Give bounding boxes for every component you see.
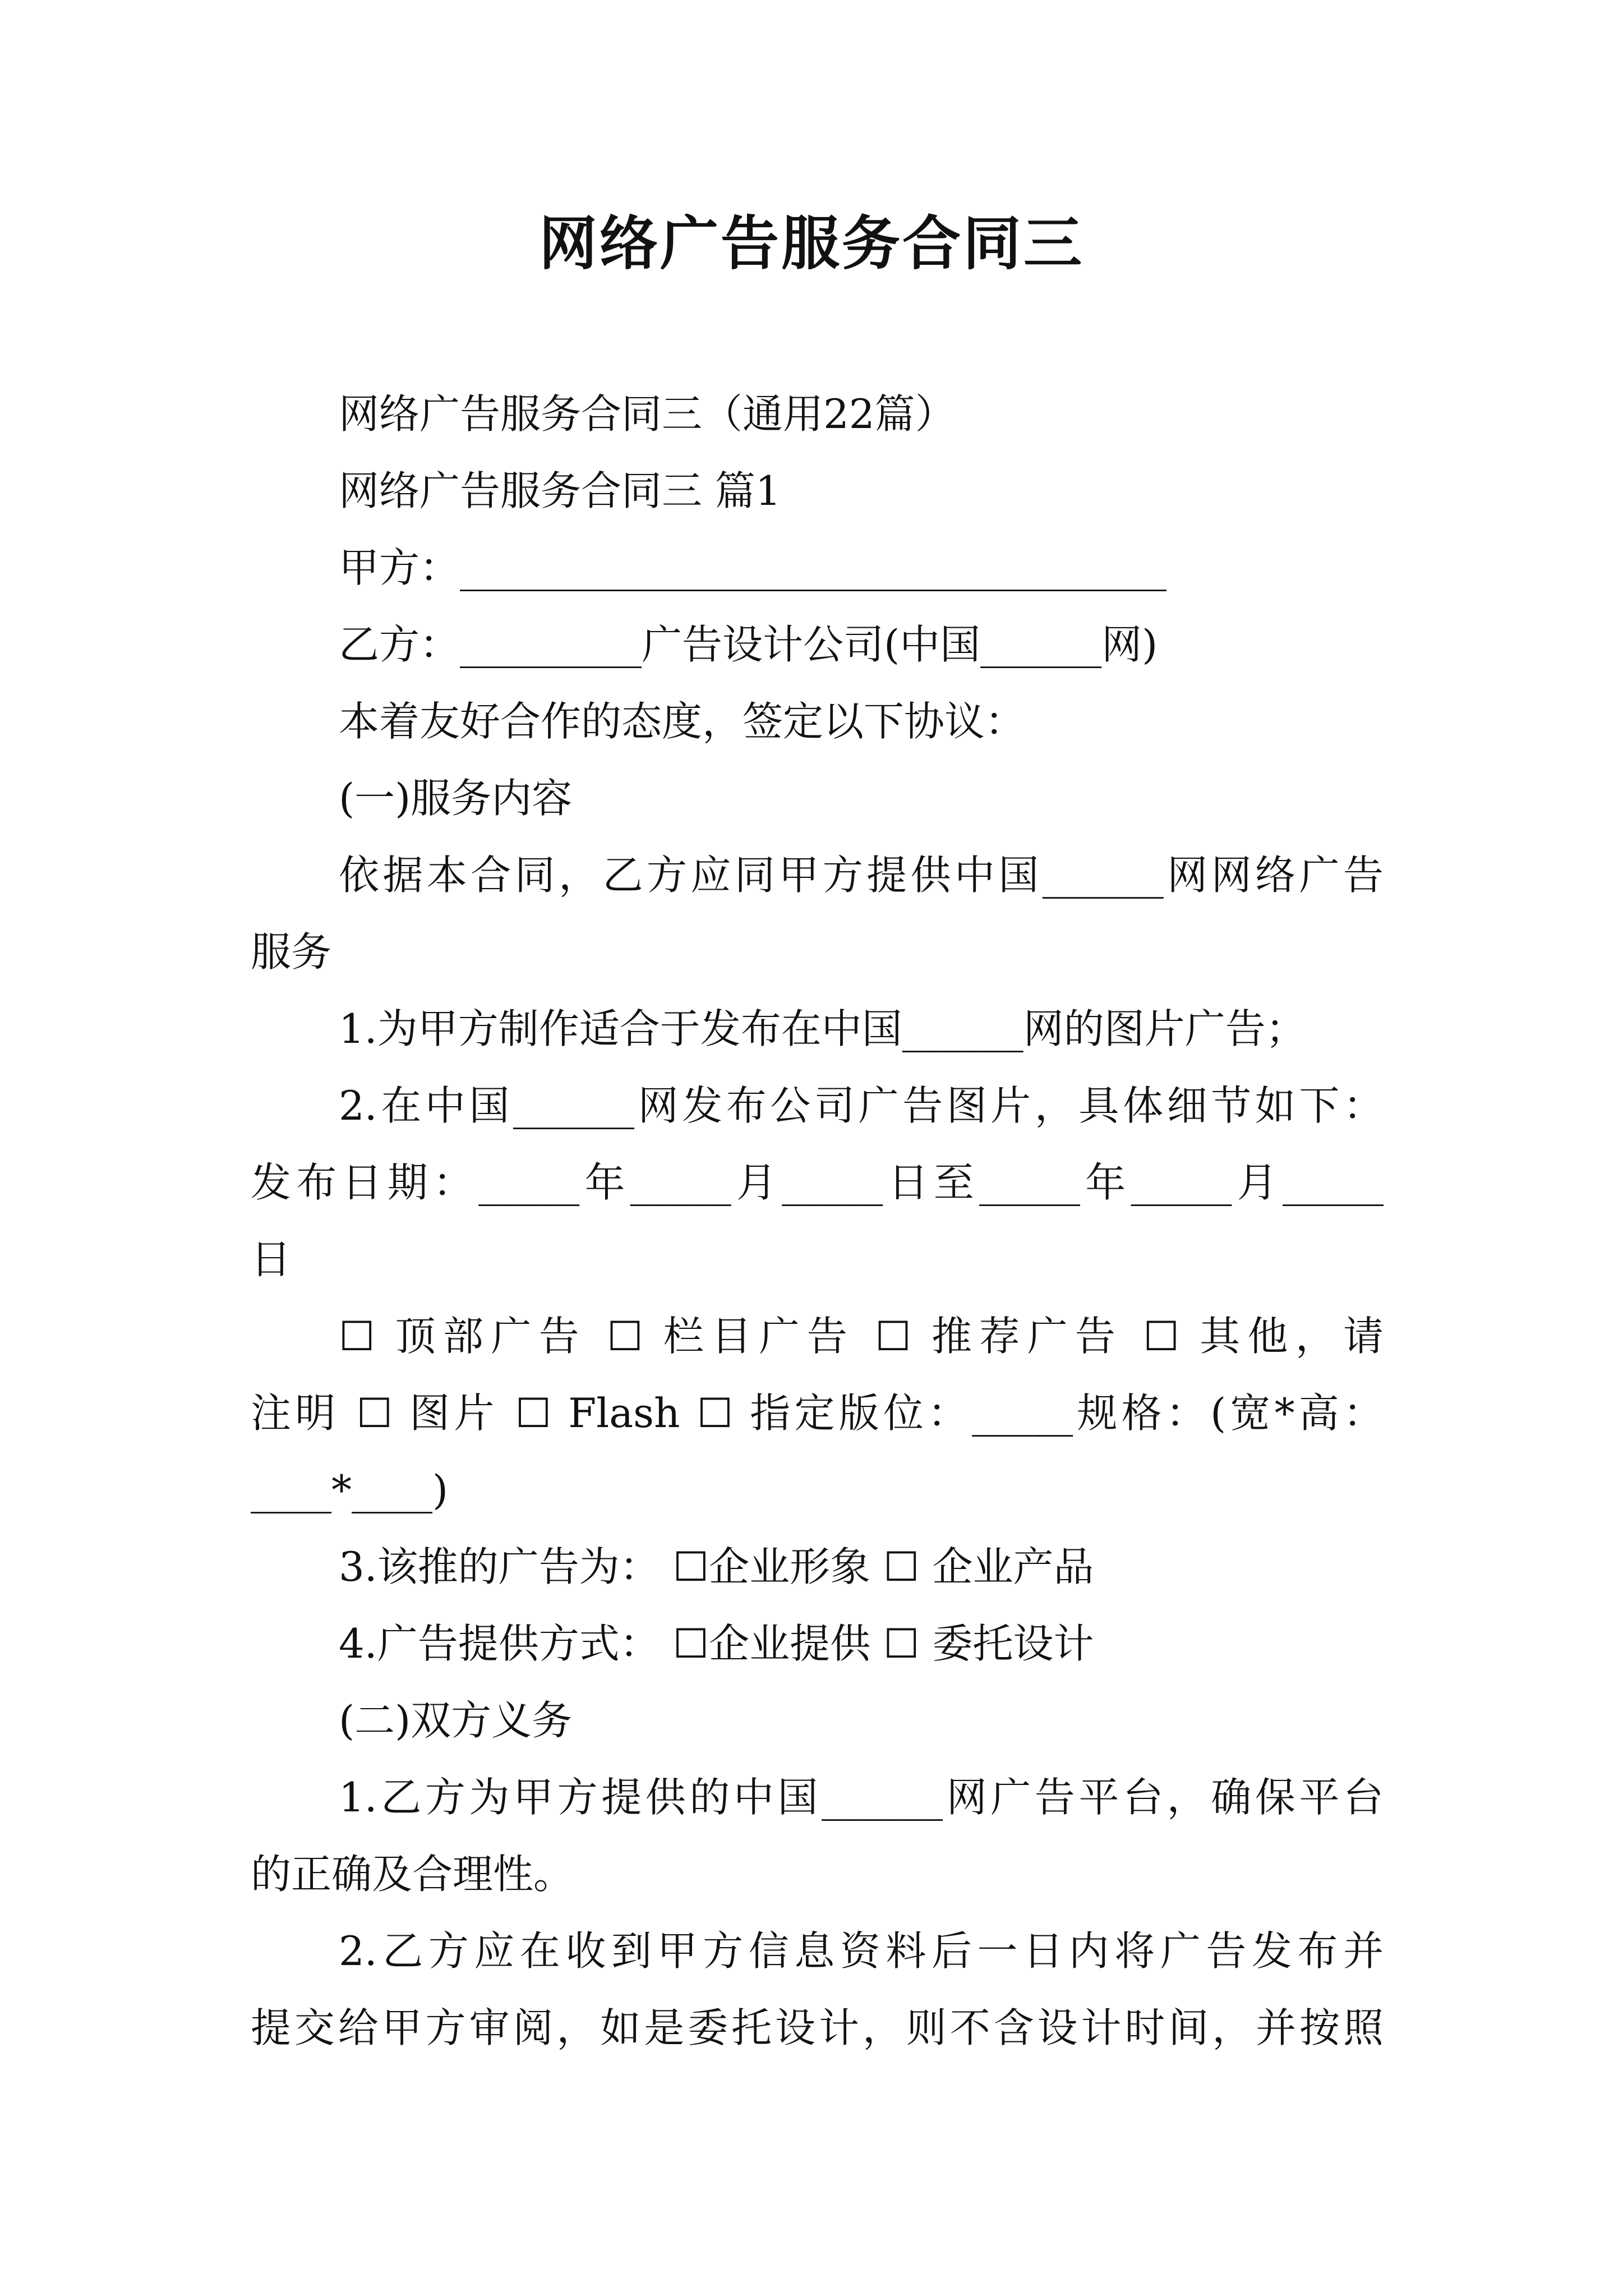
paragraph-line: 的正确及合理性。 bbox=[251, 1851, 574, 1898]
paragraph-line: 服务 bbox=[251, 928, 332, 976]
document-title: 网络广告服务合同三 bbox=[538, 209, 1084, 278]
checkbox-options-line: ☐ 顶部广告 ☐ 栏目广告 ☐ 推荐广告 ☐ 其他，请 bbox=[339, 1313, 1384, 1360]
party-b-line: 乙方：_________广告设计公司(中国______网) bbox=[339, 621, 1158, 668]
paragraph-line: ____*____) bbox=[251, 1466, 449, 1513]
list-item: 2.在中国______网发布公司广告图片，具体细节如下： bbox=[339, 1082, 1384, 1129]
clause-heading: (一)服务内容 bbox=[339, 775, 573, 822]
subtitle-line: 网络广告服务合同三（通用22篇） bbox=[339, 390, 956, 438]
list-item: 1.为甲方制作适合于发布在中国______网的图片广告； bbox=[339, 1005, 1306, 1052]
list-item: 3.该推的广告为： ☐企业形象 ☐ 企业产品 bbox=[339, 1543, 1094, 1590]
section-heading: 网络广告服务合同三 篇1 bbox=[339, 467, 781, 514]
paragraph-line: 本着友好合作的态度，签定以下协议： bbox=[339, 698, 1026, 745]
checkbox-options-line: 注明 ☐ 图片 ☐ Flash ☐ 指定版位：_____规格：(宽*高： bbox=[251, 1389, 1384, 1437]
paragraph-line: 提交给甲方审阅，如是委托设计，则不含设计时间，并按照 bbox=[251, 2004, 1384, 2051]
list-item: 1.乙方为甲方提供的中国______网广告平台，确保平台 bbox=[339, 1774, 1384, 1821]
list-item: 4.广告提供方式： ☐企业提供 ☐ 委托设计 bbox=[339, 1620, 1094, 1667]
party-a-line: 甲方：___________________________________ bbox=[339, 544, 1167, 591]
list-item: 2.乙方应在收到甲方信息资料后一日内将广告发布并 bbox=[339, 1927, 1384, 1975]
paragraph-line: 依据本合同，乙方应同甲方提供中国______网网络广告 bbox=[339, 852, 1384, 899]
paragraph-line: 发布日期：_____年_____月_____日至_____年_____月_____ bbox=[251, 1159, 1384, 1206]
clause-heading: (二)双方义务 bbox=[339, 1697, 573, 1744]
paragraph-line: 日 bbox=[251, 1236, 292, 1283]
